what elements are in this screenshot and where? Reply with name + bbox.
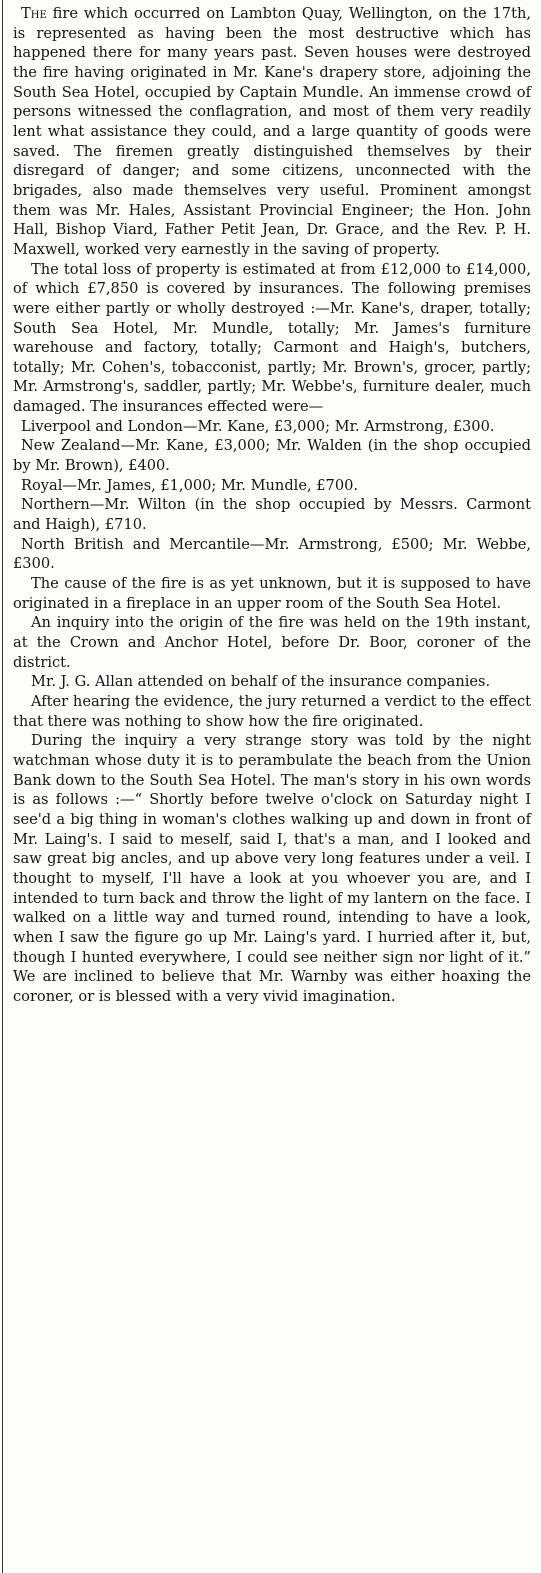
paragraph-allan: Mr. J. G. Allan attended on behalf of the insurance companies. <box>31 673 491 691</box>
insurance-northern: Northern—Mr. Wilton (in the shop occupied by Messrs. Carmont and Haigh), £710. <box>13 496 531 534</box>
paragraph-watchman-story: During the inquiry a very strange story was told by the night watchman whose duty it is to perambulate the beach from the Union Bank down to the South Sea Hotel. The man's story in his own words is as follows :—“ Shortly before twelve o'clock on Saturday night I see'd a big thing in woman's clothes walking up and down in front of Mr. Laing's. I said to meself, said I, that's a man, and I looked and saw great big ancles, and up above very long features under a veil. I thought to myself, I'll have a look at you whoever you are, and I intended to turn back and throw the light of my lantern on the face. I walked on a little way and turned round, intending to have a look, when I saw the figure go up Mr. Laing's yard. I hurried after it, but, though I hunted everywhere, I could see neither sign nor light of it.” We are inclined to believe that Mr. Warnby was either hoaxing the coroner, or is blessed with a very vivid imagination. <box>13 732 531 1005</box>
insurance-liverpool: Liverpool and London—Mr. Kane, £3,000; Mr. Armstrong, £300. <box>21 417 495 435</box>
insurance-new-zealand: New Zealand—Mr. Kane, £3,000; Mr. Walden (in the shop occupied by Mr. Brown), £400. <box>13 437 531 475</box>
paragraph-inquiry: An inquiry into the origin of the fire was held on the 19th instant, at the Crown and Anchor Hotel, before Dr. Boor, coroner of the district. <box>13 614 531 671</box>
paragraph-opening-text: fire which occurred on Lambton Quay, Wellington, on the 17th, is represented as having been the most destructive which has happened there for many years past. Seven houses were destroyed the fire having originated in Mr. Kane's drapery store, adjoining the South Sea Hotel, occupied by Captain Mundle. An immense crowd of persons witnessed the conflagration, and most of them very readily lent what assistance they could, and a large quantity of goods were saved. The firemen greatly distinguished themselves by their disregard of danger; and some citizens, unconnected with the brigades, also made themselves very useful. Prominent amongst them was Mr. Hales, Assistant Provincial Engineer; the Hon. John Hall, Bishop Viard, Father Petit Jean, Dr. Grace, and the Rev. P. H. Maxwell, worked very earnestly in the saving of property. <box>13 5 531 258</box>
paragraph-total-loss: The total loss of property is estimated at from £12,000 to £14,000, of which £7,850 is covered by insurances. The following premises were either partly or wholly destroyed :—Mr. Kane's, draper, totally; South Sea Hotel, Mr. Mundle, totally; Mr. James's furniture warehouse and factory, totally; Carmont and Haigh's, butchers, totally; Mr. Cohen's, tobacconist, partly; Mr. Brown's, grocer, partly; Mr. Armstrong's, saddler, partly; Mr. Webbe's, furniture dealer, much damaged. The insurances effected were— <box>13 260 531 416</box>
lead-word: The <box>21 5 47 22</box>
article-column <box>13 4 531 1006</box>
insurance-north-british: North British and Mercantile—Mr. Armstrong, £500; Mr. Webbe, £300. <box>13 535 531 573</box>
paragraph-verdict: After hearing the evidence, the jury returned a verdict to the effect that there was nothing to show how the fire originated. <box>13 692 531 730</box>
paragraph-opening <box>13 4 531 260</box>
column-rule <box>2 0 3 1573</box>
insurance-royal: Royal—Mr. James, £1,000; Mr. Mundle, £700. <box>21 476 359 494</box>
paragraph-cause: The cause of the fire is as yet unknown, but it is supposed to have originated in a fireplace in an upper room of the South Sea Hotel. <box>13 575 531 612</box>
